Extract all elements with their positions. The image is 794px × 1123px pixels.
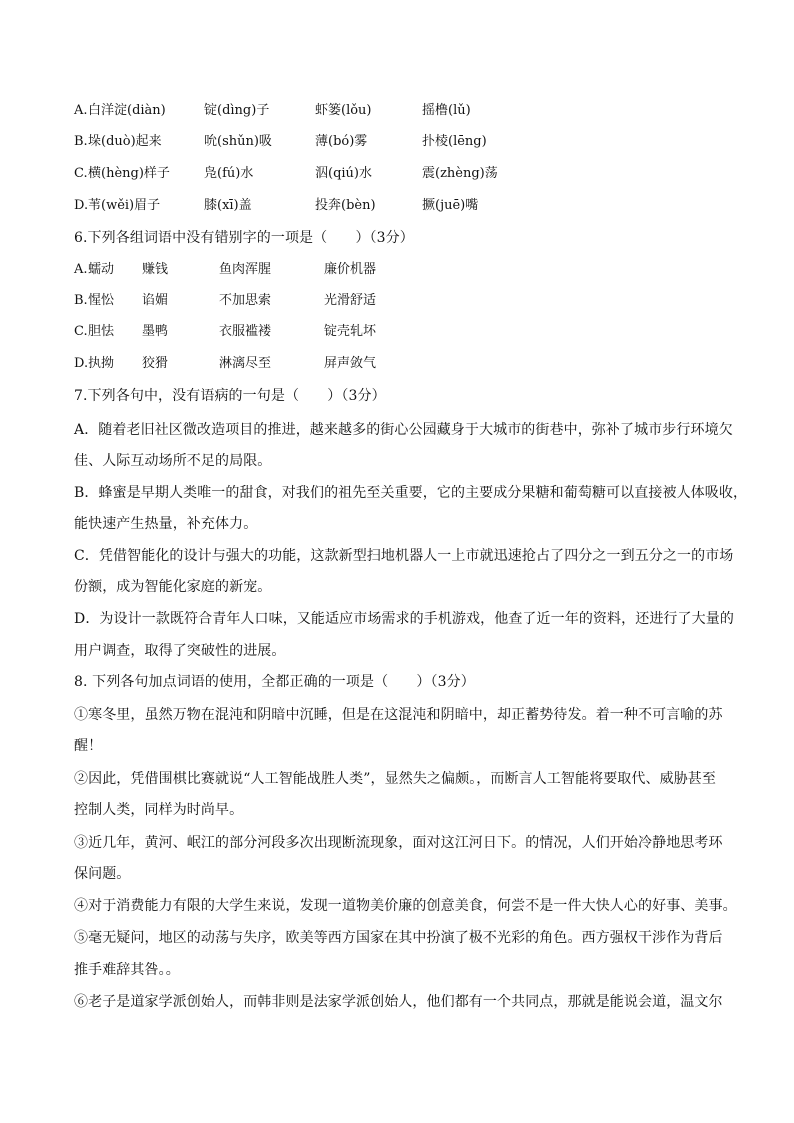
option-item: 锭(dìng)子 (204, 103, 270, 118)
option-item: 执拗 (88, 356, 115, 371)
option-item: 锭壳轧坏 (324, 324, 377, 339)
option-letter: D. (74, 356, 89, 371)
option-item: 撅(juē)嘴 (422, 198, 479, 213)
q7-text-line: 能快速产生热量，补充体力。 (74, 516, 258, 532)
option-item: 不加思索 (219, 293, 272, 308)
option-item: 谄媚 (142, 293, 169, 308)
option-item: 震(zhèng)荡 (422, 166, 498, 181)
option-letter: A. (74, 262, 88, 277)
q7-text-line: D．为设计一款既符合青年人口味，又能适应市场需求的手机游戏，他查了近一年的资料，还进行了大量的 (74, 611, 734, 627)
option-item: 凫(fú)水 (204, 166, 254, 181)
q8-text-line: ⑤毫无疑问，地区的动荡与失序，欧美等西方国家在其中扮演了极不光彩的角色。西方强权干涉作为背后 (74, 930, 723, 946)
option-item: 吮(shǔn)吸 (204, 134, 272, 149)
option-item: 淋漓尽至 (219, 356, 272, 371)
option-letter: C. (74, 324, 88, 339)
q7-text-line: A．随着老旧社区微改造项目的推进，越来越多的街心公园藏身于大城市的街巷中，弥补了城市步行环境欠 (74, 422, 733, 438)
q8-text-line: ①寒冬里，虽然万物在混沌和阴暗中沉睡，但是在这混沌和阴暗中，却正蓄势待发。着一种不可言喻的苏 (74, 707, 723, 723)
option-item: 衣服褴褛 (219, 324, 272, 339)
option-item: 虾篓(lǒu) (315, 103, 372, 118)
q8-text-line: 保问题。 (74, 866, 131, 882)
option-letter: B. (74, 293, 88, 308)
option-item: 廉价机器 (324, 262, 377, 277)
option-item: 薄(bó)雾 (315, 134, 368, 149)
q8-stem: 8. 下列各句加点词语的使用，全都正确的一项是（ ）（3分） (74, 674, 475, 690)
q8-text-line: ④对于消费能力有限的大学生来说，发现一道物美价廉的创意美食，何尝不是一件大快人心的好事、美事。 (74, 898, 737, 914)
option-item: 泅(qiú)水 (315, 166, 372, 181)
option-item: 惺忪 (88, 293, 115, 308)
option-item: 膝(xī)盖 (204, 198, 252, 213)
option-item: 光滑舒适 (324, 293, 377, 308)
q7-text-line: 佳、人际互动场所不足的局限。 (74, 453, 272, 469)
q8-text-line: ②因此，凭借围棋比赛就说“人工智能战胜人类”，显然失之偏颇。，而断言人工智能将要取代、威胁甚至 (74, 771, 717, 787)
option-item: 狡猾 (142, 356, 169, 371)
option-item: 投奔(bèn) (315, 198, 376, 213)
option-item: 摇橹(lǔ) (422, 103, 471, 118)
option-letter: D. (74, 198, 89, 213)
q8-text-line: 推手难辞其咎。。 (74, 962, 180, 978)
option-item: 鱼肉浑腥 (219, 262, 272, 277)
q7-stem: 7.下列各句中，没有语病的一句是（ ）（3分） (74, 388, 386, 404)
option-letter: B. (74, 134, 88, 149)
q7-text-line: 用户调查，取得了突破性的进展。 (74, 643, 286, 659)
option-item: 胆怯 (88, 324, 115, 339)
option-item: 横(hèng)样子 (88, 166, 170, 181)
q8-text-line: ③近几年，黄河、岷江的部分河段多次出现断流现象，面对这江河日下。的情况，人们开始冷静地思考环 (74, 835, 723, 851)
option-letter: C. (74, 166, 88, 181)
option-item: 白洋淀(diàn) (88, 103, 166, 118)
q8-text-line: 醒！ (74, 738, 103, 754)
option-letter: A. (74, 103, 88, 118)
q7-text-line: 份额，成为智能化家庭的新宠。 (74, 579, 272, 595)
q7-text-line: B．蜂蜜是早期人类唯一的甜食，对我们的祖先至关重要，它的主要成分果糖和葡萄糖可以直接被人体吸收， (74, 485, 748, 501)
q7-text-line: C．凭借智能化的设计与强大的功能，这款新型扫地机器人一上市就迅速抢占了四分之一到五分之一的市场 (74, 548, 734, 564)
option-item: 苇(wěi)眉子 (88, 198, 161, 213)
q8-text-line: 控制人类，同样为时尚早。 (74, 802, 244, 818)
option-item: 扑棱(lēng) (422, 134, 487, 149)
q8-text-line: ⑥老子是道家学派创始人，而韩非则是法家学派创始人，他们都有一个共同点，那就是能说会道，温文尔 (74, 994, 723, 1010)
option-item: 赚钱 (142, 262, 169, 277)
option-item: 屏声敛气 (324, 356, 377, 371)
option-item: 垛(duò)起来 (88, 134, 162, 149)
option-item: 蠕动 (88, 262, 115, 277)
option-item: 墨鸭 (142, 324, 169, 339)
q6-stem: 6.下列各组词语中没有错别字的一项是（ ）（3分） (74, 230, 414, 246)
